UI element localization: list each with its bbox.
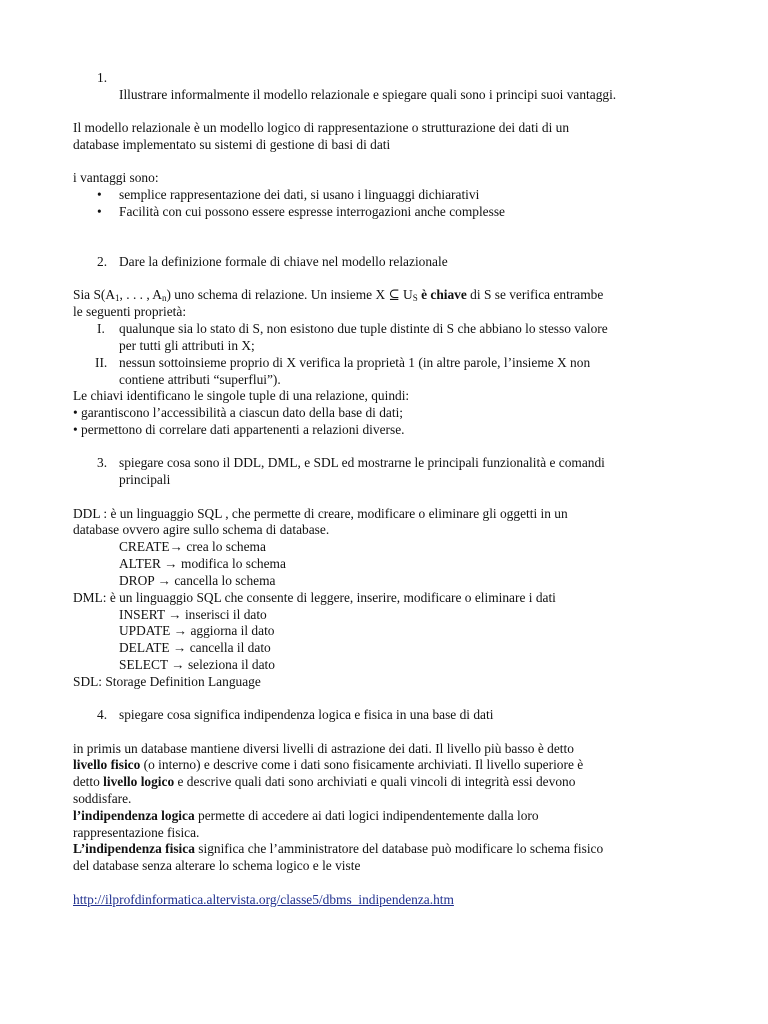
q4-title: spiegare cosa significa indipendenza logica e fisica in una base di dati bbox=[119, 707, 494, 722]
q3-number: 3. bbox=[97, 455, 108, 470]
q2-number: 2. bbox=[97, 254, 108, 269]
dml-line: DML: è un linguaggio SQL che consente di leggere, inserire, modificare o eliminare i dati bbox=[73, 590, 556, 605]
q1-number: 1. bbox=[97, 70, 108, 85]
q4-paragraph-line-8: del database senza alterare lo schema logico e le viste bbox=[73, 858, 361, 873]
q2-definition: Sia $S(A_1$, . . . , $A_n$) uno schema di relazione. Un insieme X ⊆ $U_S$ è chiave di S se verifica entrambe bbox=[73, 287, 604, 303]
arrow-icon: → bbox=[173, 623, 188, 638]
q4-paragraph-line-6: rappresentazione fisica. bbox=[73, 825, 200, 840]
q4-paragraph-line-2: livello fisico (o interno) e descrive come i dati sono fisicamente archiviati. Il livello superiore è bbox=[73, 757, 584, 772]
q2-prop-2-line-2: contiene attributi “superflui”). bbox=[119, 372, 281, 387]
arrow-icon: → bbox=[164, 556, 178, 571]
q2-title: Dare la definizione formale di chiave nel modello relazionale bbox=[119, 254, 448, 269]
q4-number: 4. bbox=[97, 707, 108, 722]
dml-command-update: UPDATE → aggiorna il dato bbox=[119, 623, 275, 638]
bullet-icon: • bbox=[97, 187, 102, 202]
q3-title-line-2: principali bbox=[119, 472, 171, 487]
q2-prop-1-line-2: per tutti gli attributi in X; bbox=[119, 338, 255, 353]
arrow-icon: → bbox=[169, 539, 183, 554]
q1-title: Illustrare informalmente il modello relazionale e spiegare quali sono i principi suoi vantaggi. bbox=[119, 87, 617, 102]
ddl-command-alter: ALTER → modifica lo schema bbox=[119, 556, 286, 571]
q4-paragraph-line-5: l’indipendenza logica permette di accedere ai dati logici indipendentemente dalla loro bbox=[73, 808, 539, 823]
arrow-icon: → bbox=[168, 607, 182, 622]
arrow-icon: → bbox=[171, 657, 185, 672]
dml-command-insert: INSERT → inserisci il dato bbox=[119, 607, 267, 622]
reference-link[interactable]: http://ilprofdinformatica.altervista.org/classe5/dbms_indipendenza.htm bbox=[73, 892, 454, 907]
q4-paragraph-line-7: L’indipendenza fisica significa che l’amministratore del database può modificare lo schema fisico bbox=[73, 841, 604, 856]
q2-prop-1-number: I. bbox=[97, 321, 105, 336]
q2-after-line-3: • permettono di correlare dati appartenenti a relazioni diverse. bbox=[73, 422, 405, 437]
ddl-command-drop: DROP → cancella lo schema bbox=[119, 573, 276, 588]
bullet-icon: • bbox=[97, 204, 102, 219]
q2-prop-2-line-1: nessun sottoinsieme proprio di X verifica la proprietà 1 (in altre parole, l’insieme X non bbox=[119, 355, 591, 370]
q4-paragraph-line-1: in primis un database mantiene diversi livelli di astrazione dei dati. Il livello più basso è detto bbox=[73, 741, 574, 756]
q4-paragraph-line-4: soddisfare. bbox=[73, 791, 132, 806]
q2-after-line-2: • garantiscono l’accessibilità a ciascun dato della base di dati; bbox=[73, 405, 404, 420]
q1-bullet-2: Facilità con cui possono essere espresse interrogazioni anche complesse bbox=[119, 204, 505, 219]
ddl-line-2: database ovvero agire sullo schema di database. bbox=[73, 522, 330, 537]
q1-bullet-1: semplice rappresentazione dei dati, si usano i linguaggi dichiarativi bbox=[119, 187, 480, 202]
arrow-icon: → bbox=[172, 640, 187, 655]
ddl-command-create: CREATE→ crea lo schema bbox=[119, 539, 266, 554]
sdl-line: SDL: Storage Definition Language bbox=[73, 674, 261, 689]
q2-definition-line-2: le seguenti proprietà: bbox=[73, 304, 187, 319]
q1-body-line-1: Il modello relazionale è un modello logico di rappresentazione o strutturazione dei dati di un bbox=[73, 120, 570, 135]
q3-title-line-1: spiegare cosa sono il DDL, DML, e SDL ed mostrarne le principali funzionalità e comandi bbox=[119, 455, 605, 470]
dml-command-select: SELECT → seleziona il dato bbox=[119, 657, 275, 672]
q2-prop-1-line-1: qualunque sia lo stato di S, non esistono due tuple distinte di S che abbiano lo stesso valore bbox=[119, 321, 608, 336]
arrow-icon: → bbox=[157, 573, 171, 588]
q1-intro: i vantaggi sono: bbox=[73, 170, 159, 185]
q1-body-line-2: database implementato su sistemi di gestione di basi di dati bbox=[73, 137, 391, 152]
ddl-line-1: DDL : è un linguaggio SQL , che permette di creare, modificare o eliminare gli oggetti in un bbox=[73, 506, 568, 521]
q4-paragraph-line-3: detto livello logico e descrive quali dati sono archiviati e quali vincoli di integrità essi devono bbox=[73, 774, 576, 789]
q2-prop-2-number: II. bbox=[95, 355, 108, 370]
q2-after-line-1: Le chiavi identificano le singole tuple di una relazione, quindi: bbox=[73, 388, 410, 403]
dml-command-delate: DELATE → cancella il dato bbox=[119, 640, 271, 655]
